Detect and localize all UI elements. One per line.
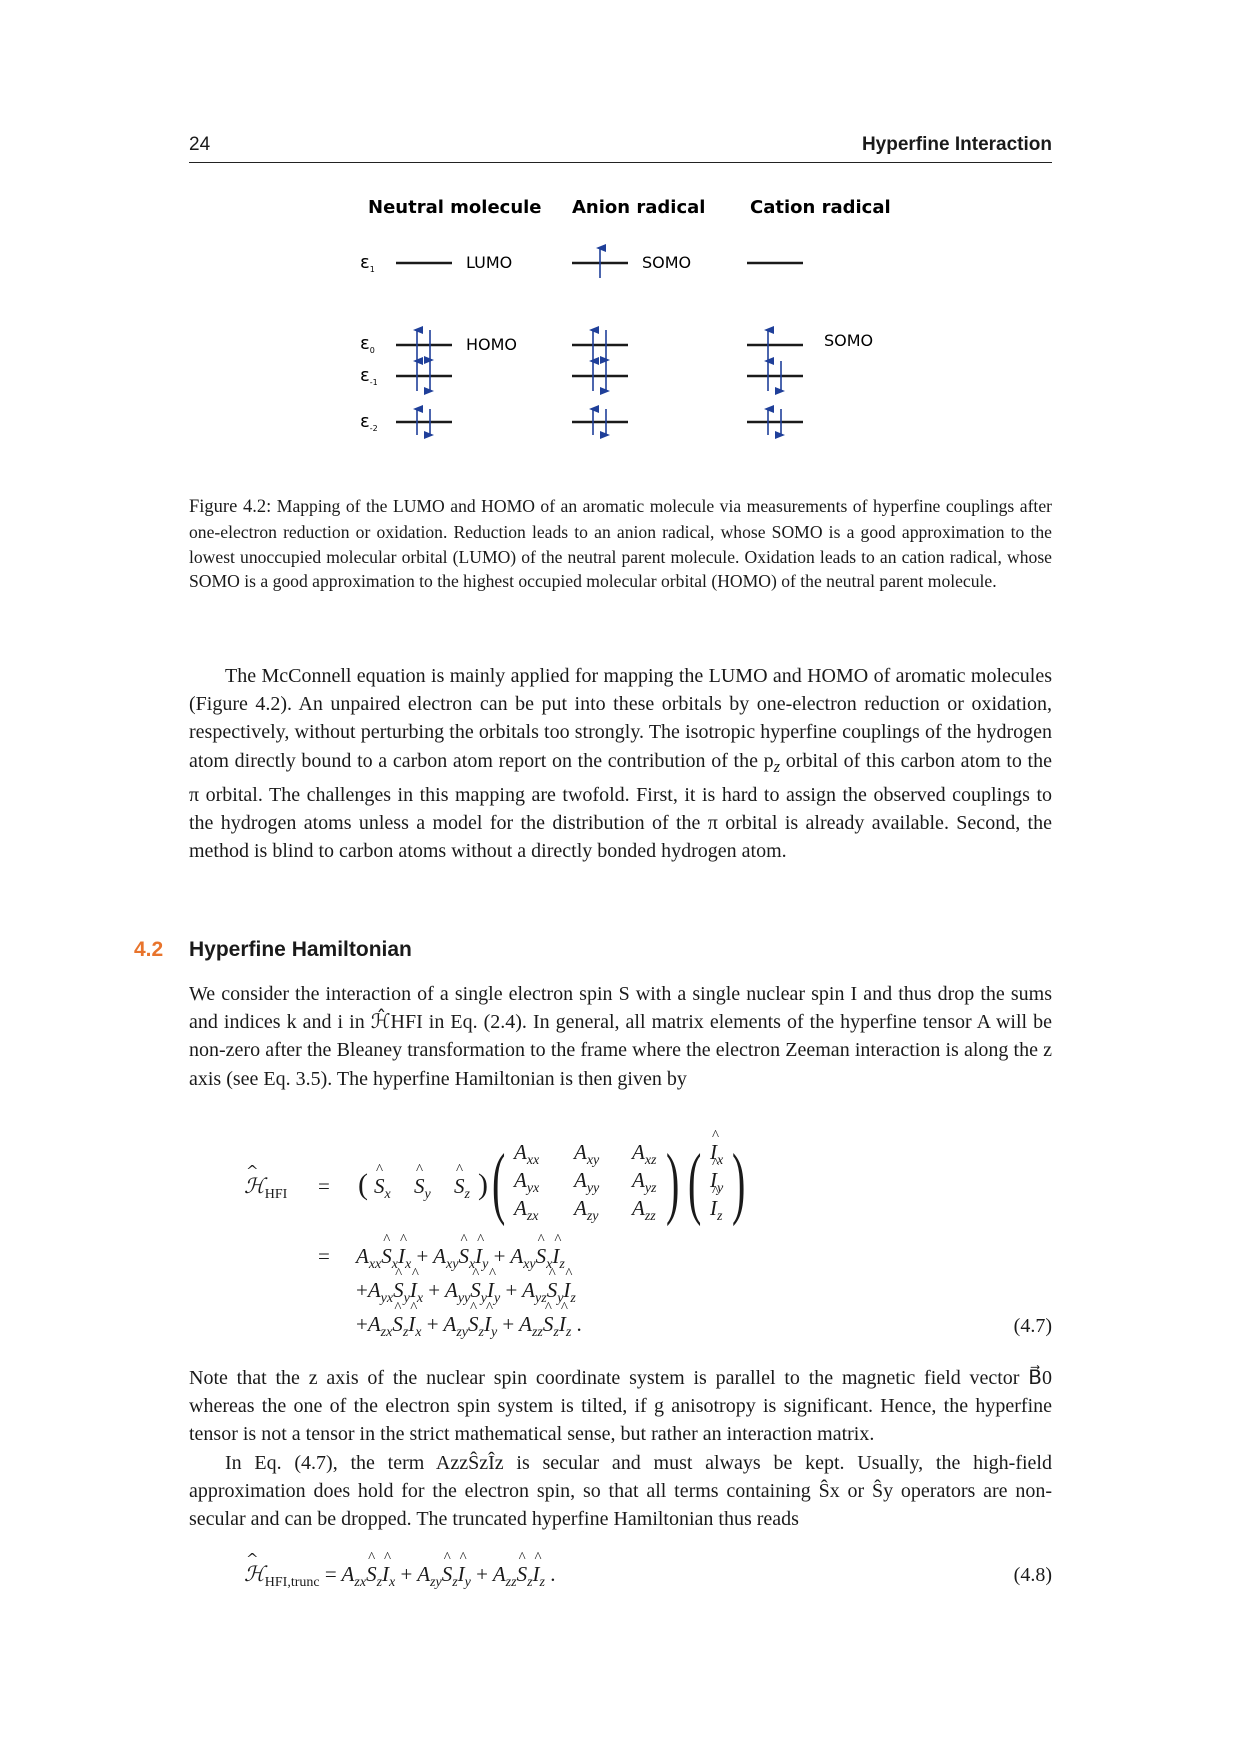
equation-4-7-expansion-2: $+A_{yx}\^{}$ $S_y\^{}$ $I_x$ + $A_{yy}\^{}$ $S_y\^{}$ $I_y$ + $A_{yz}\^{}$ $S_y\^{}$ $I_z$ <box>356 1278 576 1307</box>
caption-text: Mapping of the LUMO and HOMO of an aromatic molecule via measurements of hyperfine couplings after one-electron reduction or oxidation. Reduction leads to an anion radical, whose SOMO is a good approximation to the lowest unoccupied molecular orbital (LUMO) of the neutral parent molecule. Oxidation leads to an cation radical, whose SOMO is a good approximation to the highest occupied molecular orbital (HOMO) of the neutral parent molecule. <box>189 496 1052 592</box>
page-number: 24 <box>189 134 211 155</box>
equation-4-7-expansion-3: $+A_{zx}\^{}$ $S_z\^{}$ $I_x$ + $A_{zy}\^{}$ $S_z\^{}$ $I_y$ + $A_{zz}\^{}$ $S_z\^{}$ $I_z$ . <box>356 1312 582 1341</box>
eps-label-0: $\varepsilon_0$ <box>360 333 375 355</box>
section-title: Hyperfine Hamiltonian <box>189 938 412 961</box>
paragraph-mcconnell: The McConnell equation is mainly applied for mapping the LUMO and HOMO of aromatic molecules (Figure 4.2). An unpaired electron can be put into these orbitals by one-electron reduction or oxidation, respectively, without perturbing the orbitals too strongly. The isotropic hyperfine couplings of the hydrogen atom directly bound to a carbon atom report on the contribution of the $p_z$ orbital of this carbon atom to the π orbital. The challenges in this mapping are twofold. First, it is hard to assign the observed couplings to the hydrogen atoms unless a model for the distribution of the π orbital is already available. Second, the method is blind to carbon atoms without a directly bonded hydrogen atom. <box>189 665 1052 863</box>
eps-label-1: $\varepsilon_1$ <box>360 252 375 274</box>
paragraph-note-z-axis: Note that the z axis of the nuclear spin coordinate system is parallel to the magnetic field vector B⃗0 whereas the one of the electron spin system is tilted, if g anisotropy is significant. Hence, the hyperfine tensor is not a tensor in the strict mathematical sense, but rather an interaction matrix. In Eq. (4.7), the term AzzŜzÎz is secular and must always be kept. Usually, the high-field approximation does hold for the electron spin, so that all terms containing Ŝx or Ŝy operators are non-secular and can be dropped. The truncated hyperfine Hamiltonian thus reads <box>189 1364 1052 1533</box>
paragraph-secular-term: In Eq. (4.7), the term AzzŜzÎz is secular and must always be kept. Usually, the high-field approximation does hold for the electron spin, so that all terms containing Ŝx or Ŝy operators are non-secular and can be dropped. The truncated hyperfine Hamiltonian thus reads <box>189 1451 1052 1531</box>
somo-anion-label: SOMO <box>642 253 692 272</box>
title-neutral: Neutral molecule <box>368 197 542 218</box>
equation-4-7-matrix-line: ^ ℋ$_{HFI}$ = ( ^ $S_x$ ^ $S_y$ ^ $S_z$ ) ( $A_{xx}$ $A_{xy}$ $A_{xz}$ $A_{yx}$ $A_{yy}$ $A_{yz}$ $A_{zx}$ $A_{zy}$ $A_{zz}$ ) ( ^ $I_x$ ^ $I_y$ ^ $I_z$ ) <box>240 1140 860 1240</box>
somo-cation-label: SOMO <box>824 331 874 350</box>
header-rule <box>189 162 1052 163</box>
equation-4-8: ^ ℋ$_{HFI,trunc}$ = $A_{zx}\^{}$ $S_z\^{}$ $I_x$ + $A_{zy}\^{}$ $S_z\^{}$ $I_y$ + $A_{zz}\^{}$ $S_z\^{}$ $I_z$ . <box>244 1562 555 1591</box>
lumo-label: LUMO <box>466 253 513 272</box>
equation-number-4-8: (4.8) <box>1013 1564 1052 1586</box>
caption-label: Figure 4.2: <box>189 497 272 517</box>
section-number: 4.2 <box>134 938 164 961</box>
figure-caption <box>189 494 1052 594</box>
equation-4-7-expansion-1: $A_{xx}\^{}$ $S_x\^{}$ $I_x$ + $A_{xy}\^{}$ $S_x\^{}$ $I_y$ + $A_{xy}\^{}$ $S_x\^{}$ $I_z$ <box>356 1244 565 1273</box>
mo-level-diagram <box>340 190 920 450</box>
eps-label-m2: $\varepsilon_{-2}$ <box>360 411 378 433</box>
homo-label: HOMO <box>466 335 518 354</box>
title-anion: Anion radical <box>572 197 706 218</box>
equation-number-4-7: (4.7) <box>1013 1315 1052 1337</box>
equation-4-7-line-2: = <box>318 1244 330 1268</box>
eps-label-m1: $\varepsilon_{-1}$ <box>360 365 378 387</box>
running-title: Hyperfine Interaction <box>861 134 1052 155</box>
paragraph-hamiltonian-intro: We consider the interaction of a single electron spin S with a single nuclear spin I and thus drop the sums and indices k and i in ℋ̂HFI in Eq. (2.4). In general, all matrix elements of the hyperfine tensor A will be non-zero after the Bleaney transformation to the frame where the electron Zeeman interaction is along the z axis (see Eq. 3.5). The hyperfine Hamiltonian is then given by <box>189 983 1052 1090</box>
title-cation: Cation radical <box>750 197 891 218</box>
